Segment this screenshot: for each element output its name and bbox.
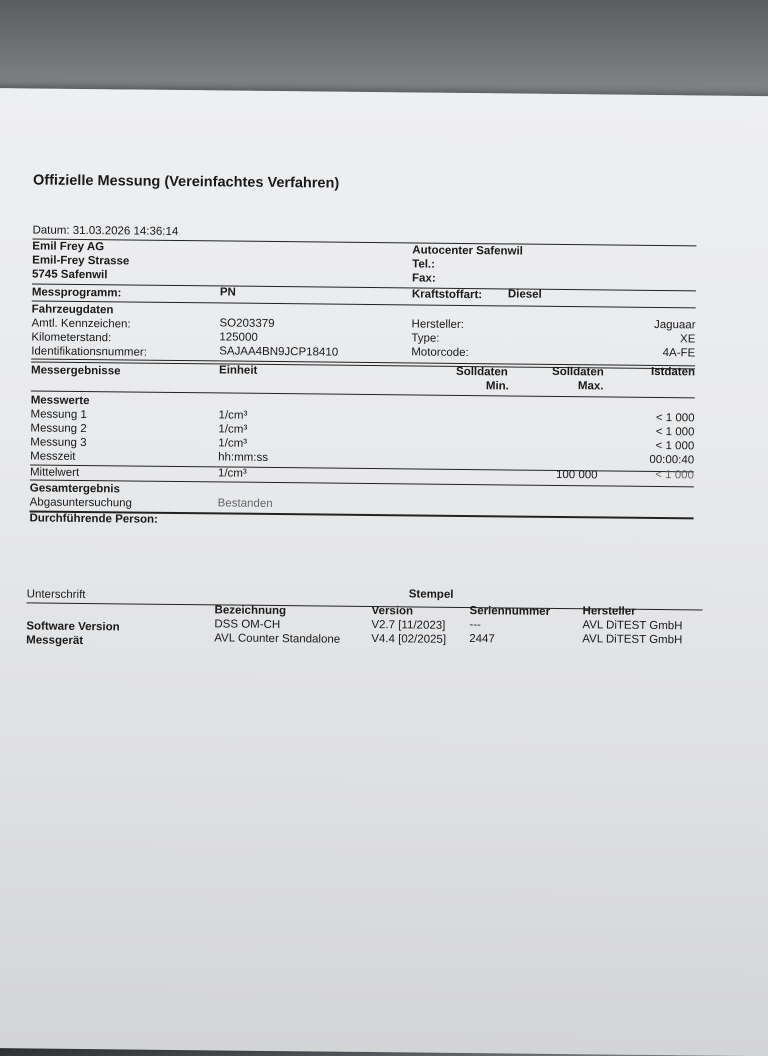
fuel-label: Kraftstoffart: [411,288,483,302]
device-maker: AVL DiTEST GmbH [582,633,683,647]
software-serial: --- [469,619,481,632]
row-actual: < 1 000 [655,425,695,439]
maker-label: Hersteller: [411,318,465,331]
device-label: Messgerät [26,634,84,648]
col-max-2: Max. [577,380,604,393]
row-actual: < 1 000 [655,411,695,425]
company-name: Emil Frey AG [32,240,105,254]
fuel-value: Diesel [507,288,542,301]
stamp-label: Stempel [408,588,454,601]
mean-max: 100 000 [555,468,598,482]
col-actual: Istdaten [650,365,696,379]
rule [32,238,696,246]
row-unit: hh:mm:ss [218,451,269,464]
type-label: Type: [411,332,440,345]
col-serial: Seriennummer [469,605,551,618]
overall-heading: Gesamtergebnis [29,482,120,496]
col-maker: Hersteller [582,605,636,618]
device-version: V4.4 [02/2025] [371,633,447,646]
results-heading: Messergebnisse [30,364,121,378]
branch-name: Autocenter Safenwil [412,244,523,258]
motor-value: 4A-FE [662,347,696,360]
km-value: 125000 [219,331,258,344]
col-min-1: Solldaten [455,365,508,379]
col-unit: Einheit [218,364,258,377]
row-unit: 1/cm³ [218,409,248,422]
row-label: Messung 1 [30,408,87,422]
vehicle-heading: Fahrzeugdaten [31,303,114,317]
km-label: Kilometerstand: [31,331,112,345]
row-unit: 1/cm³ [218,423,248,436]
software-name: DSS OM-CH [214,618,281,632]
row-unit: 1/cm³ [218,437,248,450]
mean-actual: < 1 000 [655,468,695,482]
overall-value: Bestanden [217,497,273,510]
date-line: Datum: 31.03.2026 14:36:14 [32,224,179,238]
motor-label: Motorcode: [411,346,469,360]
vin-label: Identifikationsnummer: [31,345,148,359]
program-value: PN [219,286,236,299]
row-actual: < 1 000 [655,439,695,453]
type-value: XE [680,333,696,346]
tel-label: Tel.: [412,258,436,271]
rule [32,300,696,308]
rule [32,283,696,291]
program-label: Messprogramm: [31,286,122,300]
row-actual: 00:00:40 [649,453,695,467]
software-label: Software Version [26,620,120,634]
row-label: Messzeit [30,450,76,463]
software-version: V2.7 [11/2023] [371,619,446,632]
plate-value: SO203379 [219,317,275,330]
row-label: Messung 2 [30,422,87,436]
mean-unit: 1/cm³ [217,467,247,480]
maker-value: Jaguaar [653,318,696,332]
person-label: Durchführende Person: [29,512,158,526]
company-city: 5745 Safenwil [31,268,108,282]
overall-label: Abgasuntersuchung [29,496,133,510]
fax-label: Fax: [411,272,436,285]
values-heading: Messwerte [30,394,90,408]
signature-label: Unterschrift [26,588,86,602]
col-name: Bezeichnung [214,604,287,618]
paper-sheet [0,88,768,1056]
mean-label: Mittelwert [29,466,80,479]
software-maker: AVL DiTEST GmbH [582,619,683,633]
device-serial: 2447 [469,633,495,646]
company-street: Emil-Frey Strasse [32,254,130,268]
col-min-2: Min. [485,380,509,393]
col-max-1: Solldaten [551,365,604,379]
plate-label: Amtl. Kennzeichen: [31,317,131,331]
row-label: Messung 3 [30,436,87,450]
device-name: AVL Counter Standalone [214,632,341,646]
vin-value: SAJAA4BN9JCP18410 [219,345,339,359]
document-title: Offizielle Messung (Vereinfachtes Verfahren) [32,172,340,192]
col-version: Version [371,605,414,618]
